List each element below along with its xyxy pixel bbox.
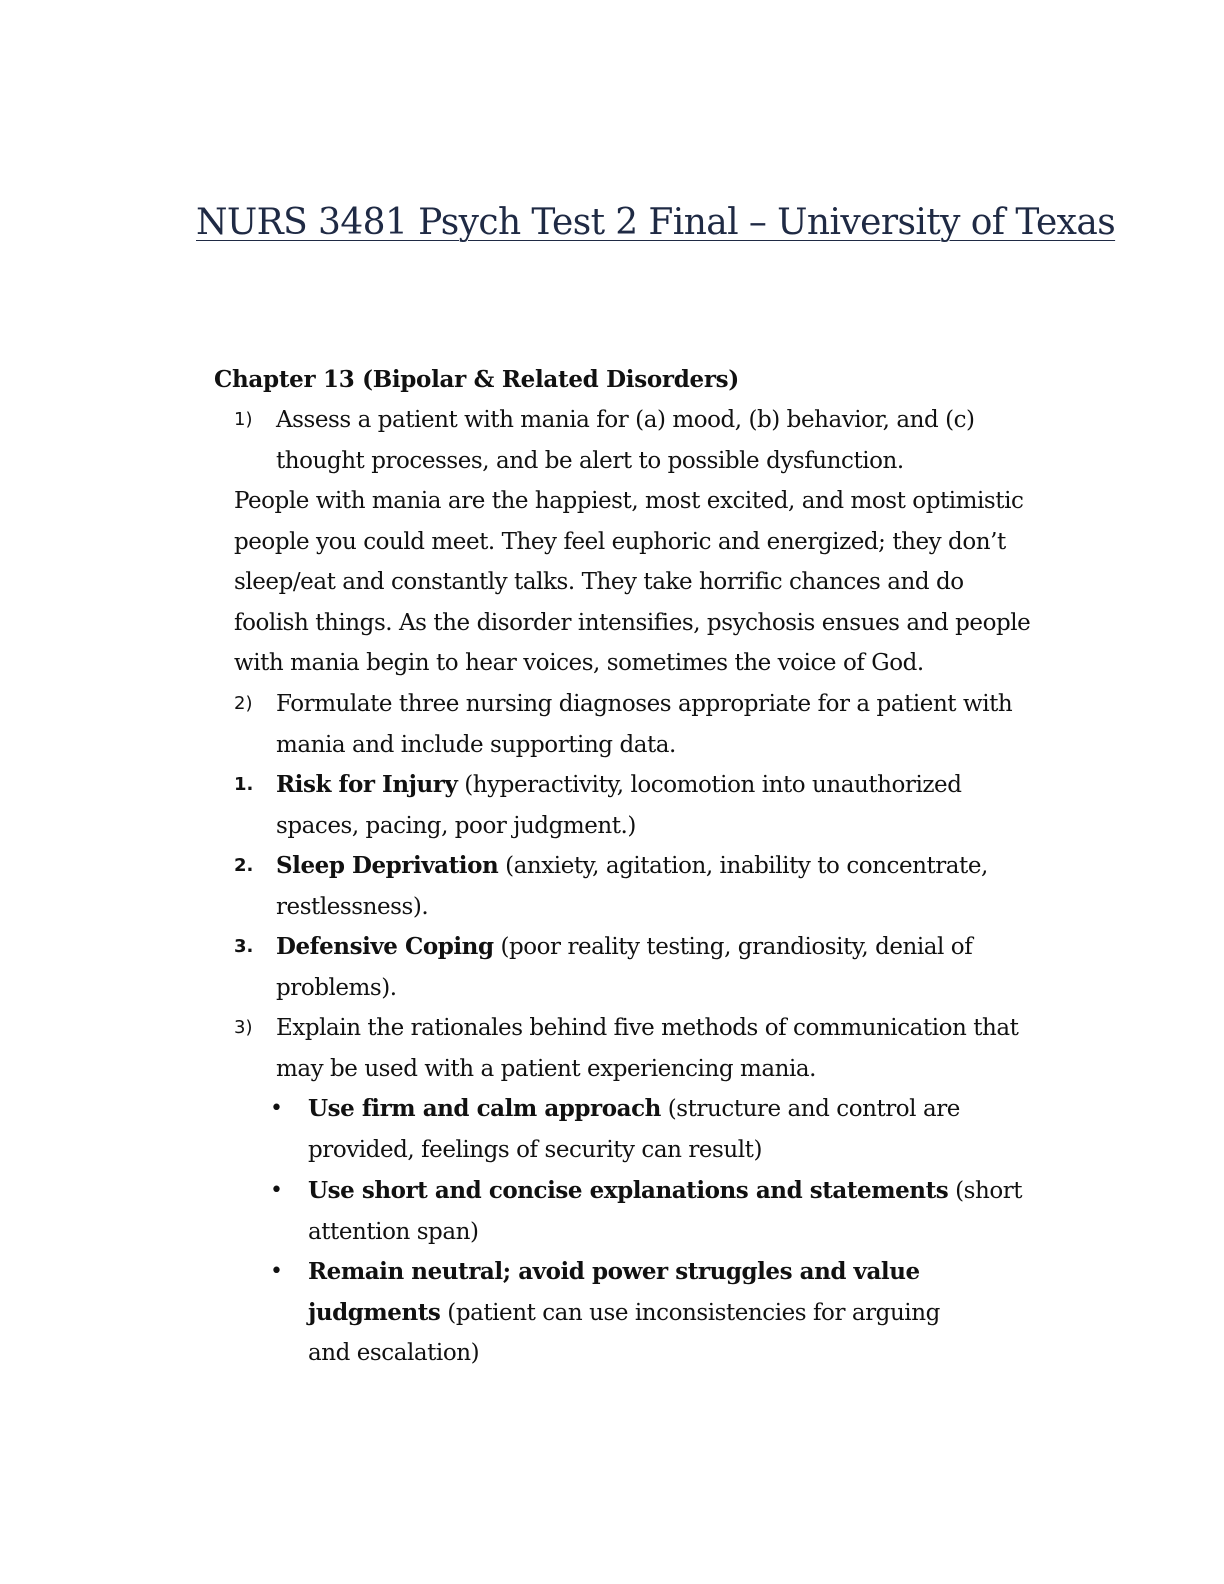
question-item bbox=[234, 684, 1044, 765]
question-text: Explain the rationales behind five methods of communication that may be used with a patient experiencing mania. bbox=[276, 1015, 1019, 1082]
question-item bbox=[234, 400, 1044, 481]
diagnosis-text bbox=[276, 927, 976, 1008]
answer-paragraph: People with mania are the happiest, most excited, and most optimistic people you could meet. They feel euphoric and energized; they don’t sleep/eat and constantly talks. They take horrific chances and do foolish things. As the disorder intensifies, psychosis ensues and people with mania begin to hear voices, sometimes the voice of God. bbox=[234, 488, 1031, 676]
diagnosis-number: 3. bbox=[234, 936, 254, 957]
chapter-heading: Chapter 13 (Bipolar & Related Disorders) bbox=[214, 366, 739, 393]
document-title: NURS 3481 Psych Test 2 Final – University of Texas bbox=[196, 202, 1116, 243]
diagnosis-term: Risk for Injury bbox=[276, 771, 458, 798]
bullet-item bbox=[268, 1252, 1028, 1374]
bullet-term: Remain neutral; avoid power struggles and value judgments bbox=[308, 1258, 920, 1326]
bullet-text bbox=[308, 1252, 968, 1374]
diagnosis-term: Sleep Deprivation bbox=[276, 852, 499, 879]
question-number: 3) bbox=[234, 1017, 253, 1038]
bullet-detail: (structure and control are provided, feelings of security can result) bbox=[308, 1096, 960, 1163]
bullet-icon: • bbox=[270, 1259, 283, 1284]
question-number: 2) bbox=[234, 693, 253, 714]
bullet-detail: (short attention span) bbox=[308, 1178, 1023, 1245]
diagnosis-number: 2. bbox=[234, 855, 254, 876]
diagnosis-item bbox=[234, 846, 1044, 927]
bullet-item bbox=[268, 1089, 1028, 1170]
bullet-item bbox=[268, 1171, 1028, 1252]
bullet-term: Use short and concise explanations and statements bbox=[308, 1177, 949, 1204]
bullet-detail: (patient can use inconsistencies for arguing and escalation) bbox=[308, 1299, 940, 1366]
bullet-term: Use firm and calm approach bbox=[308, 1095, 661, 1122]
question-text: Assess a patient with mania for (a) mood, (b) behavior, and (c) thought processes, and be alert to possible dysfunction. bbox=[276, 407, 975, 474]
question-item bbox=[234, 1008, 1044, 1089]
diagnosis-text bbox=[276, 765, 1044, 846]
diagnosis-item bbox=[234, 927, 1044, 1008]
diagnosis-number: 1. bbox=[234, 774, 254, 795]
question-text: Formulate three nursing diagnoses appropriate for a patient with mania and include supporting data. bbox=[276, 691, 1013, 758]
diagnosis-detail: (hyperactivity, locomotion into unauthorized spaces, pacing, poor judgment.) bbox=[276, 772, 962, 839]
diagnosis-detail: (poor reality testing, grandiosity, denial of problems). bbox=[276, 934, 973, 1001]
diagnosis-item bbox=[234, 765, 1044, 846]
bullet-icon: • bbox=[270, 1178, 283, 1203]
bullet-icon: • bbox=[270, 1096, 283, 1121]
diagnosis-detail: (anxiety, agitation, inability to concentrate, restlessness). bbox=[276, 853, 988, 920]
diagnosis-term: Defensive Coping bbox=[276, 933, 494, 960]
diagnosis-text bbox=[276, 846, 1044, 927]
bullet-text bbox=[308, 1089, 968, 1170]
question-number: 1) bbox=[234, 409, 253, 430]
bullet-text bbox=[308, 1171, 1028, 1252]
